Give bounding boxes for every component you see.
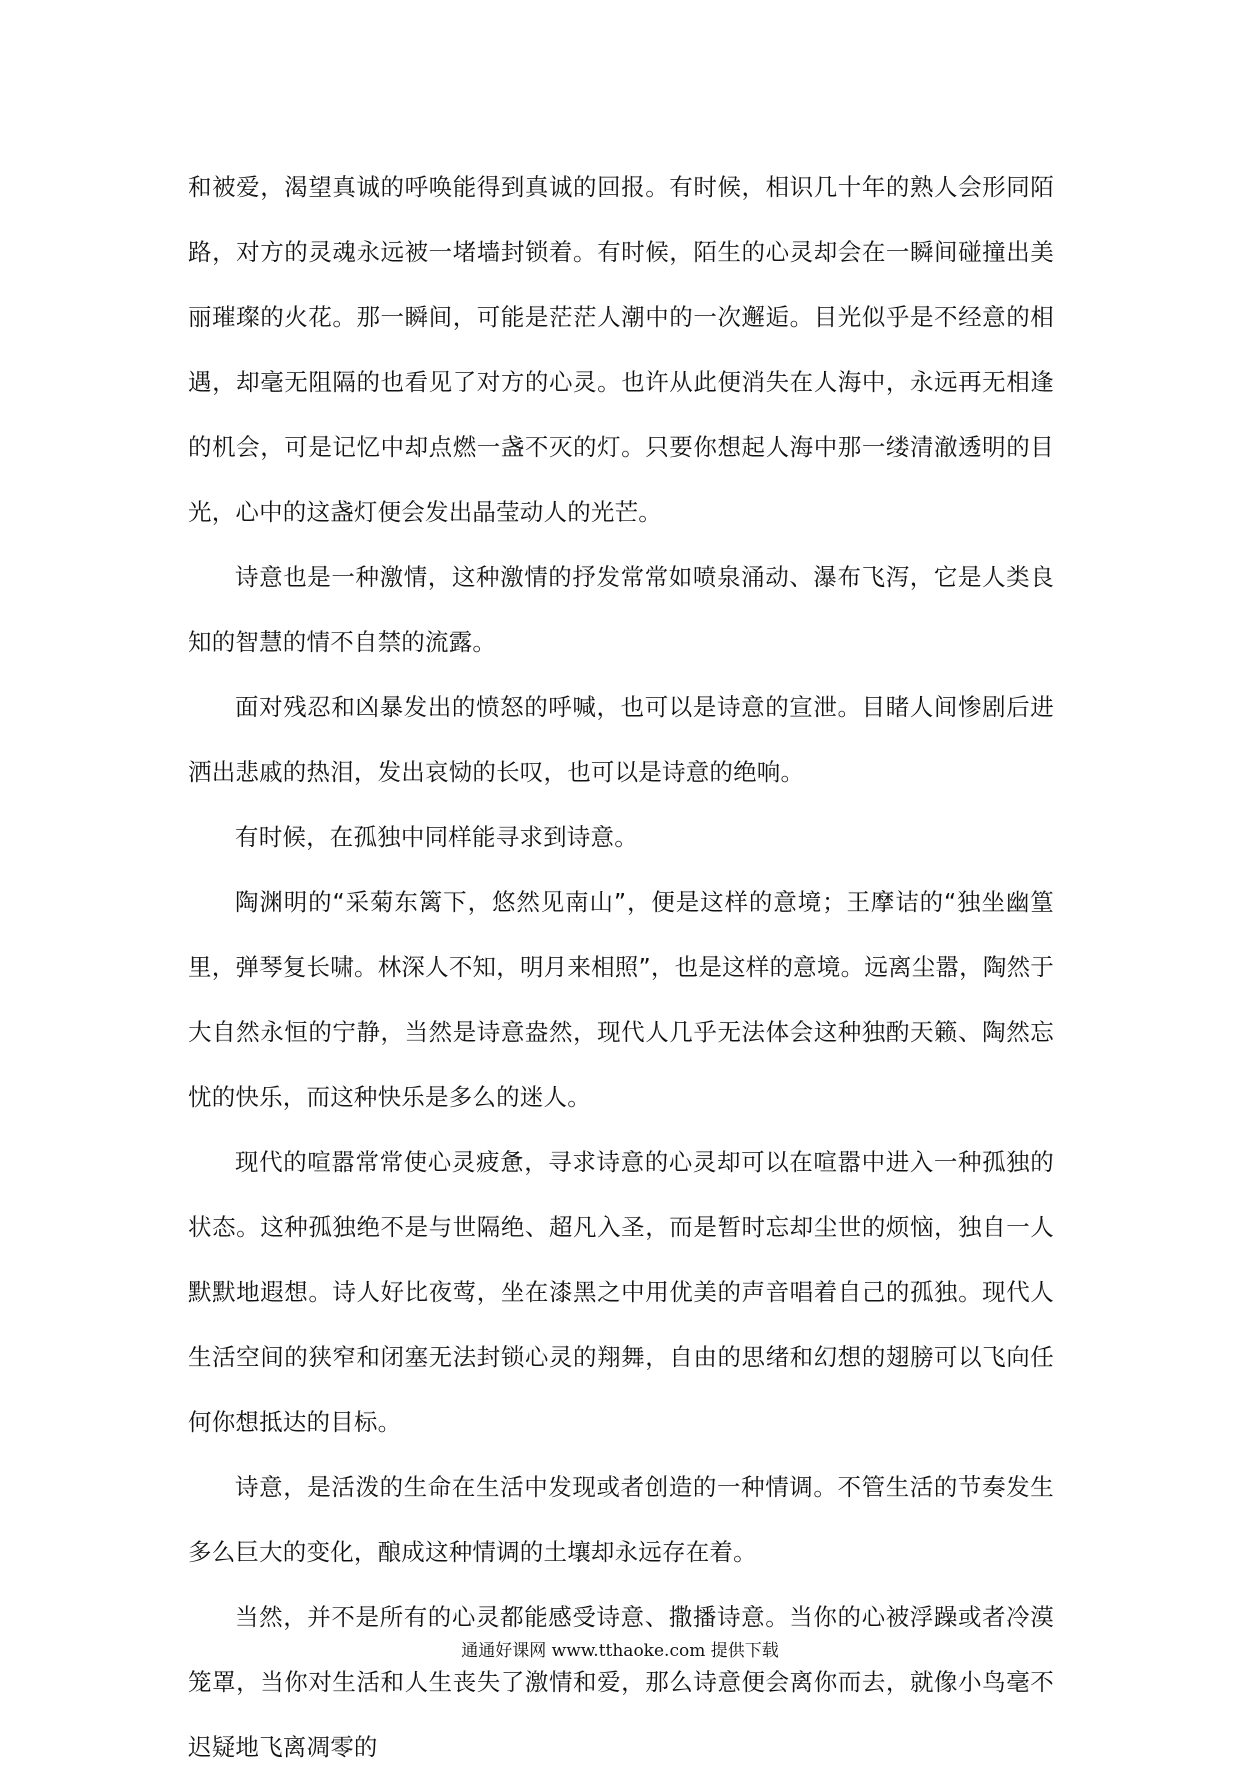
paragraph: 陶渊明的“采菊东篱下，悠然见南山”，便是这样的意境；王摩诘的“独坐幽篁里，弹琴复长啸。林深人不知，明月来相照”，也是这样的意境。远离尘嚣，陶然于大自然永恒的宁静，当然是诗意盎然，现代人几乎无法体会这种独酌天籁、陶然忘忧的快乐，而这种快乐是多么的迷人。 <box>188 888 1054 1111</box>
paragraph: 现代的喧嚣常常使心灵疲惫，寻求诗意的心灵却可以在喧嚣中进入一种孤独的状态。这种孤独绝不是与世隔绝、超凡入圣，而是暂时忘却尘世的烦恼，独自一人默默地遐想。诗人好比夜莺，坐在漆黑之中用优美的声音唱着自己的孤独。现代人生活空间的狭窄和闭塞无法封锁心灵的翔舞，自由的思绪和幻想的翅膀可以飞向任何你想抵达的目标。 <box>188 1148 1054 1436</box>
body-text <box>188 155 1054 1780</box>
paragraph: 有时候，在孤独中同样能寻求到诗意。 <box>235 823 638 851</box>
paragraph: 诗意，是活泼的生命在生活中发现或者创造的一种情调。不管生活的节奏发生多么巨大的变化，酿成这种情调的土壤却永远存在着。 <box>188 1473 1054 1566</box>
paragraph: 诗意也是一种激情，这种激情的抒发常常如喷泉涌动、瀑布飞泻，它是人类良知的智慧的情不自禁的流露。 <box>188 563 1054 656</box>
paragraph: 当然，并不是所有的心灵都能感受诗意、撒播诗意。当你的心被浮躁或者冷漠笼罩，当你对生活和人生丧失了激情和爱，那么诗意便会离你而去，就像小鸟毫不迟疑地飞离凋零的 <box>188 1603 1054 1761</box>
paragraph: 面对残忍和凶暴发出的愤怒的呼喊，也可以是诗意的宣泄。目睹人间惨剧后进洒出悲戚的热泪，发出哀恸的长叹，也可以是诗意的绝响。 <box>188 693 1054 786</box>
paragraph-continuation: 和被爱，渴望真诚的呼唤能得到真诚的回报。有时候，相识几十年的熟人会形同陌路，对方的灵魂永远被一堵墙封锁着。有时候，陌生的心灵却会在一瞬间碰撞出美丽璀璨的火花。那一瞬间，可能是茫茫人潮中的一次邂逅。目光似乎是不经意的相遇，却毫无阻隔的也看见了对方的心灵。也许从此便消失在人海中，永远再无相逢的机会，可是记忆中却点燃一盏不灭的灯。只要你想起人海中那一缕清澈透明的目光，心中的这盏灯便会发出晶莹动人的光芒。 <box>188 173 1054 526</box>
page-footer: 通通好课网 www.tthaoke.com 提供下载 <box>461 1641 779 1661</box>
